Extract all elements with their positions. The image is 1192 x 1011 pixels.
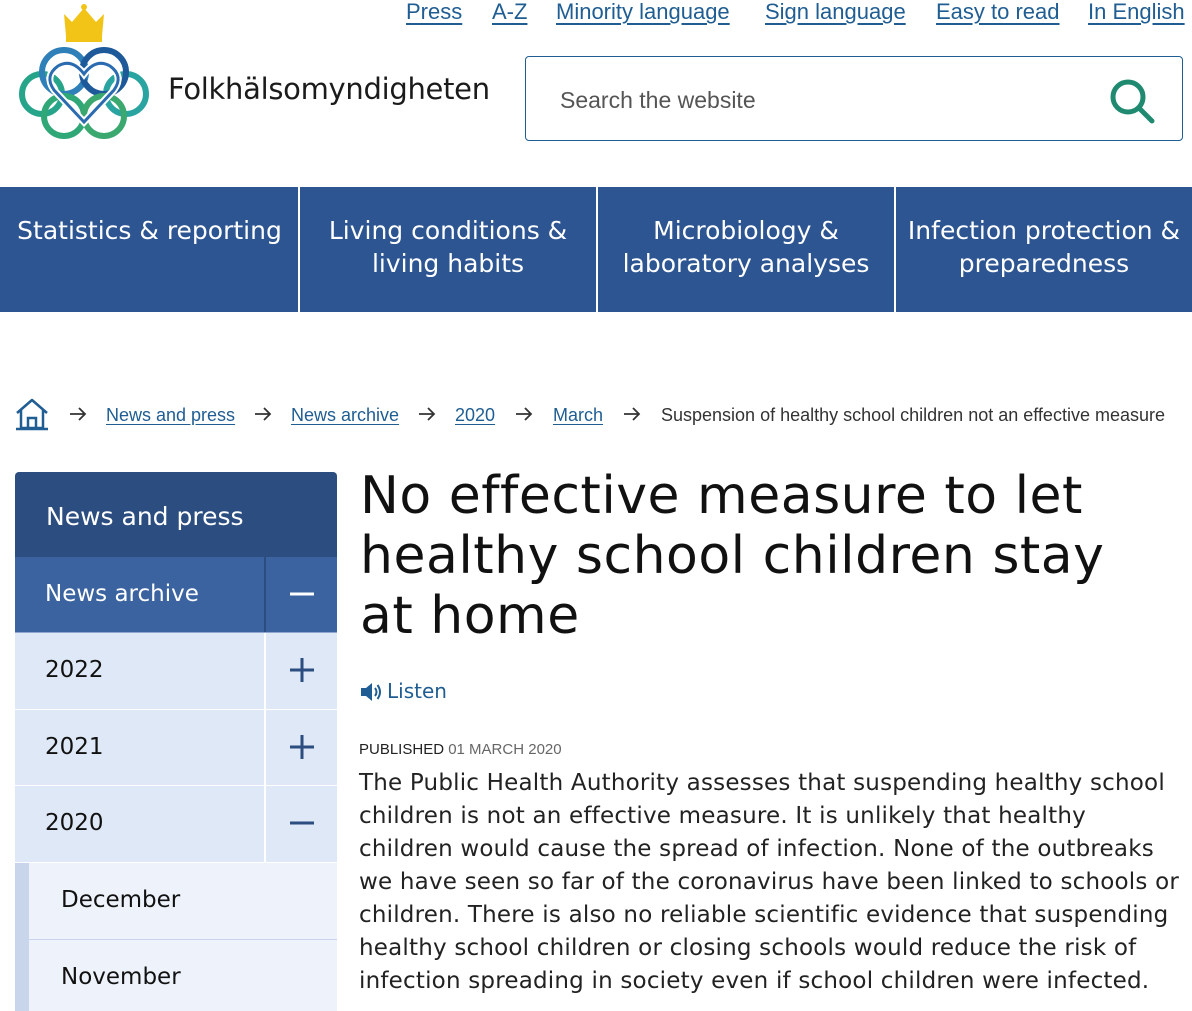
arrow-right-icon: [417, 404, 437, 424]
side-nav-heading[interactable]: News and press: [15, 472, 337, 557]
page-title: No effective measure to let healthy school children stay at home: [360, 466, 1105, 646]
crown-icon: [64, 4, 104, 42]
nav-item-label: Microbiology & laboratory analyses: [622, 216, 870, 278]
nav-item-label: Infection protection & preparedness: [907, 216, 1181, 278]
agency-name: Folkhälsomyndigheten: [168, 72, 490, 106]
published-line: [359, 741, 562, 758]
minus-icon: [266, 557, 337, 633]
nav-item-infection-protection[interactable]: [894, 187, 1192, 312]
agency-logo-icon[interactable]: [14, 2, 156, 144]
minus-icon: [266, 786, 337, 862]
nav-item-statistics[interactable]: [0, 187, 298, 312]
speaker-icon: [359, 680, 383, 704]
side-item-december[interactable]: [15, 863, 337, 940]
submenu-indent-bar: [15, 863, 29, 1011]
utility-nav: [0, 0, 1192, 30]
home-icon[interactable]: [14, 396, 50, 432]
search-input[interactable]: [558, 79, 1082, 121]
sign-language-link[interactable]: Sign language: [765, 0, 906, 24]
plus-icon: [266, 633, 337, 709]
side-item-label: 2021: [45, 734, 104, 760]
arrow-right-icon: [622, 404, 642, 424]
easy-to-read-link[interactable]: Easy to read: [936, 0, 1060, 24]
minority-language-link[interactable]: Minority language: [556, 0, 730, 24]
breadcrumb-current: Suspension of healthy school children not an effective measure: [661, 405, 1165, 425]
side-item-2020[interactable]: [15, 786, 337, 863]
arrow-right-icon: [68, 404, 88, 424]
search-icon[interactable]: [1108, 77, 1156, 125]
collapse-button[interactable]: [264, 786, 337, 862]
expand-button[interactable]: [264, 710, 337, 785]
side-item-2022[interactable]: [15, 633, 337, 710]
published-label: PUBLISHED: [359, 741, 445, 758]
published-date: 01 MARCH 2020: [448, 741, 562, 758]
arrow-right-icon: [514, 404, 534, 424]
collapse-button[interactable]: [264, 557, 337, 632]
breadcrumb-2020[interactable]: 2020: [455, 405, 496, 425]
side-item-label: News archive: [45, 581, 199, 607]
side-item-label: November: [61, 964, 181, 990]
main-nav: [0, 187, 1192, 312]
nav-item-living-conditions[interactable]: [298, 187, 596, 312]
nav-item-microbiology[interactable]: [596, 187, 894, 312]
breadcrumb-march[interactable]: March: [553, 405, 604, 425]
listen-label: Listen: [387, 679, 447, 703]
nav-item-label: Statistics & reporting: [17, 216, 282, 245]
breadcrumb-news-archive[interactable]: News archive: [291, 405, 400, 425]
side-nav: [15, 472, 337, 1011]
breadcrumb: [14, 396, 1184, 434]
side-item-label: 2022: [45, 657, 104, 683]
a-z-link[interactable]: A-Z: [492, 0, 528, 24]
side-item-news-archive[interactable]: [15, 557, 337, 633]
side-item-label: 2020: [45, 810, 104, 836]
article-lead: The Public Health Authority assesses that suspending healthy school children is not an effective measure. It is unlikely that healthy children would cause the spread of infection. None of the outbreaks we have seen so far of the coronavirus have been linked to schools or children. There is also no reliable scientific evidence that suspending healthy school children or closing schools would reduce the risk of infection spreading in society even if school children were infected.: [359, 770, 1180, 994]
expand-button[interactable]: [264, 633, 337, 709]
in-english-link[interactable]: In English: [1088, 0, 1185, 24]
side-item-2021[interactable]: [15, 710, 337, 786]
side-item-label: December: [61, 887, 181, 913]
press-link[interactable]: Press: [406, 0, 463, 24]
side-item-november[interactable]: [15, 940, 337, 1011]
arrow-right-icon: [253, 404, 273, 424]
search-box: [525, 56, 1183, 141]
plus-icon: [266, 710, 337, 786]
nav-item-label: Living conditions & living habits: [328, 216, 568, 278]
breadcrumb-news-and-press[interactable]: News and press: [106, 405, 236, 425]
